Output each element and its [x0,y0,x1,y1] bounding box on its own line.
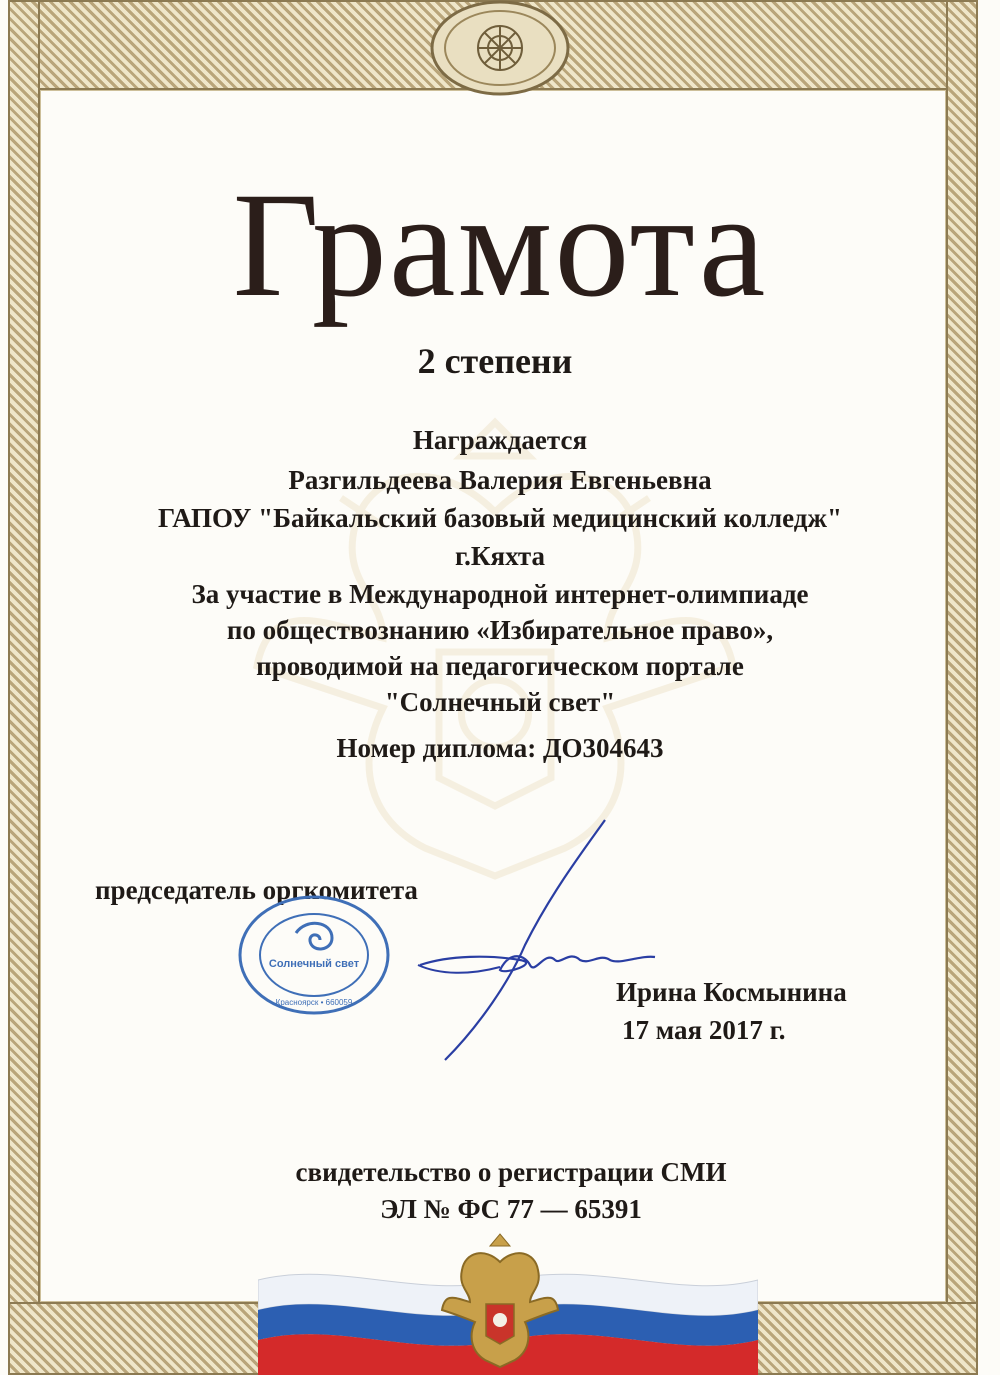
issue-date: 17 мая 2017 г. [622,1015,786,1045]
diploma-number: Номер диплома: ДО304643 [336,733,664,763]
registration-line-1: свидетельство о регистрации СМИ [295,1157,727,1187]
city-name: г.Кяхта [454,541,546,571]
reason-line-3: проводимой на педагогическом портале [256,651,744,681]
registration-line-2: ЭЛ № ФС 77 — 65391 [380,1194,642,1224]
stamp-ring-text: Красноярск • 660059 [275,998,353,1007]
reason-line-1: За участие в Международной интернет-олимпиаде [191,579,809,609]
round-stamp-icon [234,893,394,1018]
portal-name: "Солнечный свет" [384,687,616,717]
recipient-name: Разгильдеева Валерия Евгеньевна [288,465,712,495]
institution-name: ГАПОУ "Байкальский базовый медицинский колледж" [157,503,843,533]
chair-title: председатель оргкомитета [95,875,418,905]
certificate-degree: 2 степени [417,341,573,381]
certificate-title: Грамота [232,162,768,328]
double-headed-eagle-emblem-icon [440,1232,560,1375]
rosette-medallion-icon [425,0,575,100]
stamp-center-text: Солнечный свет [268,958,360,970]
signer-name: Ирина Космынина [616,977,847,1007]
reason-line-2: по обществознанию «Избирательное право», [226,615,774,645]
awarded-label: Награждается [412,425,588,455]
